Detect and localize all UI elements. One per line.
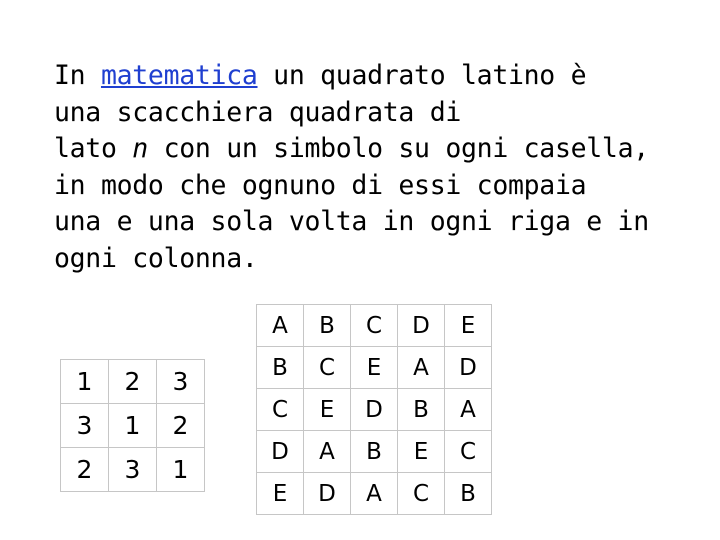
table-row [61, 360, 205, 404]
line-3-prefix: lato [54, 133, 133, 164]
line-3-rest: con un simbolo su ogni casella, [147, 133, 649, 164]
grid-cell: E [304, 389, 351, 431]
line-4: in modo che ognuno di essi compaia [54, 169, 587, 201]
grid-cell: B [445, 473, 492, 515]
grid-cell: C [351, 305, 398, 347]
grid-cell: A [445, 389, 492, 431]
grid-cell: 3 [61, 404, 109, 448]
grid-cell: E [257, 473, 304, 515]
grid-cell: C [257, 389, 304, 431]
table-row [257, 347, 492, 389]
line-1-prefix: In [54, 60, 101, 91]
grid-cell: E [351, 347, 398, 389]
grid-cell: A [257, 305, 304, 347]
table-row [257, 389, 492, 431]
grid-cell: 3 [109, 448, 157, 492]
latin-square-3x3 [60, 359, 205, 492]
grid-cell: C [398, 473, 445, 515]
grid-cell: 1 [109, 404, 157, 448]
grid-cell: A [351, 473, 398, 515]
table-row [257, 473, 492, 515]
grid-cell: E [445, 305, 492, 347]
grid-cell: A [398, 347, 445, 389]
table-row [257, 305, 492, 347]
grid-cell: 2 [109, 360, 157, 404]
table-row [257, 431, 492, 473]
grid-cell: 1 [61, 360, 109, 404]
grid-cell: A [304, 431, 351, 473]
line-2: una scacchiera quadrata di [54, 96, 462, 128]
grid-cell: D [351, 389, 398, 431]
grid-cell: B [257, 347, 304, 389]
grid-cell: 2 [61, 448, 109, 492]
table-row [61, 404, 205, 448]
grid-cell: B [398, 389, 445, 431]
line-1-rest: un quadrato latino è [257, 60, 587, 91]
variable-n: n [132, 133, 148, 164]
line-1 [54, 58, 694, 95]
line-6: ogni colonna. [54, 242, 258, 274]
grid-cell: D [304, 473, 351, 515]
definition-paragraph [54, 58, 694, 277]
matematica-link[interactable]: matematica [100, 60, 258, 91]
line-5: una e una sola volta in ogni riga e in [54, 206, 649, 237]
grid-cell: 2 [157, 404, 205, 448]
grid-cell: 3 [157, 360, 205, 404]
grid-cell: D [398, 305, 445, 347]
latin-square-5x5 [256, 304, 492, 515]
line-3 [54, 131, 694, 168]
grid-cell: C [304, 347, 351, 389]
table-row [61, 448, 205, 492]
grid-cell: 1 [157, 448, 205, 492]
grid-cell: B [304, 305, 351, 347]
grid-cell: C [445, 431, 492, 473]
grid-cell: D [257, 431, 304, 473]
grid-cell: E [398, 431, 445, 473]
grid-cell: B [351, 431, 398, 473]
grid-cell: D [445, 347, 492, 389]
